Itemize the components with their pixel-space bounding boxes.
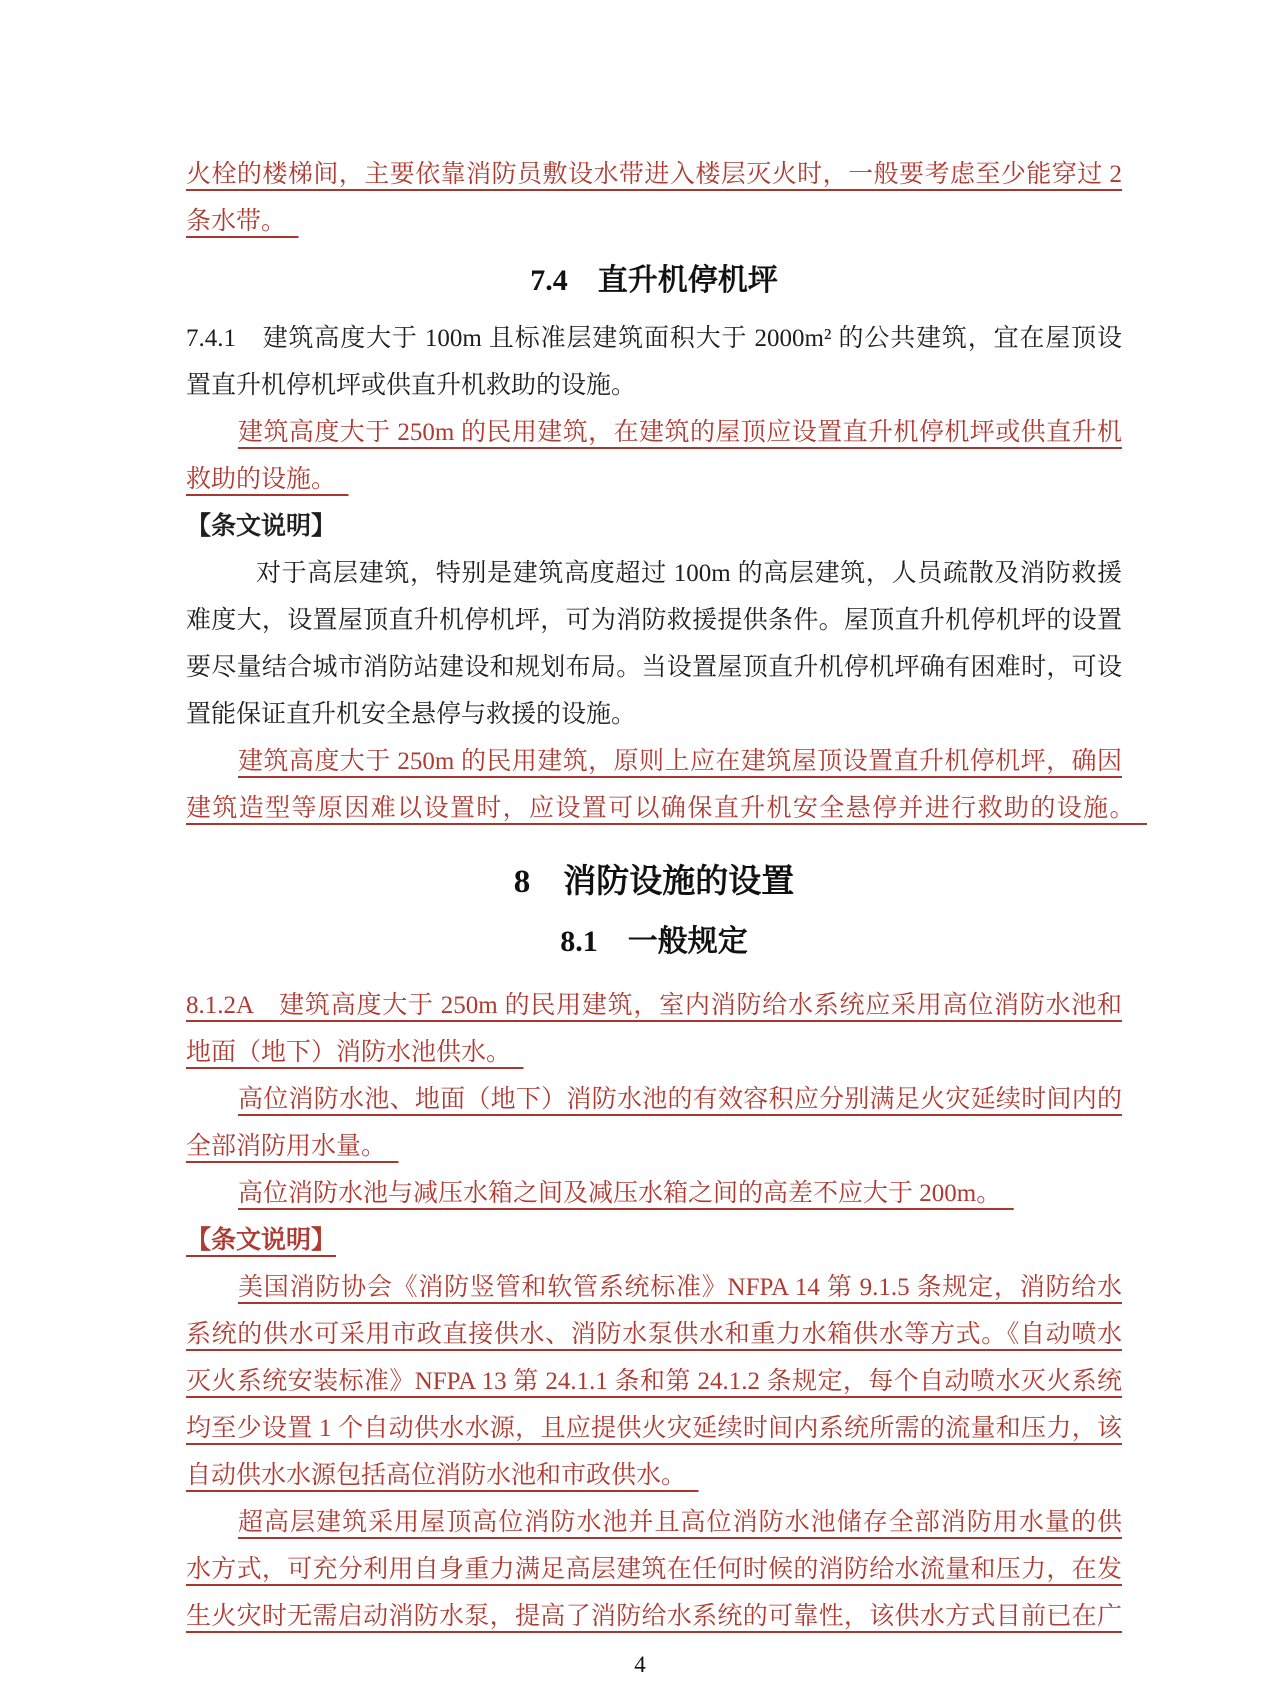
revision-line: 建筑造型等原因难以设置时，应设置可以确保直升机安全悬停并进行救助的设施。 <box>186 795 1147 822</box>
clause-8-1-2A-line: 8.1.2A 建筑高度大于 250m 的民用建筑，室内消防给水系统应采用高位消防水池和 <box>186 992 1122 1019</box>
commentary-line: 对于高层建筑，特别是建筑高度超过 100m 的高层建筑，人员疏散及消防救援 <box>256 560 1122 587</box>
document-body <box>186 151 1147 1640</box>
commentary-line: 自动供水水源包括高位消防水池和市政供水。 <box>186 1462 699 1489</box>
clause-8-1-2A-line: 高位消防水池、地面（地下）消防水池的有效容积应分别满足火灾延续时间内的 <box>238 1086 1122 1113</box>
commentary-line: 水方式，可充分利用自身重力满足高层建筑在任何时候的消防给水流量和压力，在发 <box>186 1556 1122 1583</box>
commentary-line: 美国消防协会《消防竖管和软管系统标准》NFPA 14 第 9.1.5 条规定，消防给水 <box>238 1274 1122 1301</box>
heading-8-1-general: 8.1 一般规定 <box>560 925 748 958</box>
commentary-line: 要尽量结合城市消防站建设和规划布局。当设置屋顶直升机停机坪确有困难时，可设 <box>186 654 1122 681</box>
commentary-label: 【条文说明】 <box>186 513 337 540</box>
commentary-line: 均至少设置 1 个自动供水水源，且应提供火灾延续时间内系统所需的流量和压力，该 <box>186 1415 1122 1442</box>
revision-line: 救助的设施。 <box>186 466 349 493</box>
commentary-line: 灭火系统安装标准》NFPA 13 第 24.1.1 条和第 24.1.2 条规定，每个自动喷水灭火系统 <box>186 1368 1122 1395</box>
clause-8-1-2A-line: 高位消防水池与减压水箱之间及减压水箱之间的高差不应大于 200m。 <box>238 1180 1014 1207</box>
commentary-line: 难度大，设置屋顶直升机停机坪，可为消防救援提供条件。屋顶直升机停机坪的设置 <box>186 607 1122 634</box>
revision-line: 建筑高度大于 250m 的民用建筑，原则上应在建筑屋顶设置直升机停机坪，确因 <box>238 748 1122 775</box>
commentary-line: 系统的供水可采用市政直接供水、消防水泵供水和重力水箱供水等方式。《自动喷水 <box>186 1321 1122 1348</box>
clause-7-4-1-line: 7.4.1 建筑高度大于 100m 且标准层建筑面积大于 2000m² 的公共建筑，宜在屋顶设 <box>186 325 1122 352</box>
clause-8-1-2A-line: 全部消防用水量。 <box>186 1133 399 1160</box>
revision-line: 建筑高度大于 250m 的民用建筑，在建筑的屋顶应设置直升机停机坪或供直升机 <box>238 419 1122 446</box>
commentary-label: 【条文说明】 <box>186 1227 337 1254</box>
clause-8-1-2A-line: 地面（地下）消防水池供水。 <box>186 1039 524 1066</box>
revision-line: 火栓的楼梯间，主要依靠消防员敷设水带进入楼层灭火时，一般要考虑至少能穿过 2 <box>186 161 1122 188</box>
revision-line: 条水带。 <box>186 208 299 235</box>
page-number: 4 <box>634 1652 646 1677</box>
clause-7-4-1-line: 置直升机停机坪或供直升机救助的设施。 <box>186 372 637 399</box>
commentary-line: 生火灾时无需启动消防水泵，提高了消防给水系统的可靠性，该供水方式目前已在广 <box>186 1603 1122 1630</box>
heading-8-fire-facilities: 8 消防设施的设置 <box>513 864 795 900</box>
commentary-line: 超高层建筑采用屋顶高位消防水池并且高位消防水池储存全部消防用水量的供 <box>238 1509 1122 1536</box>
commentary-line: 置能保证直升机安全悬停与救援的设施。 <box>186 701 637 728</box>
heading-7-4-helipad: 7.4 直升机停机坪 <box>530 264 778 297</box>
